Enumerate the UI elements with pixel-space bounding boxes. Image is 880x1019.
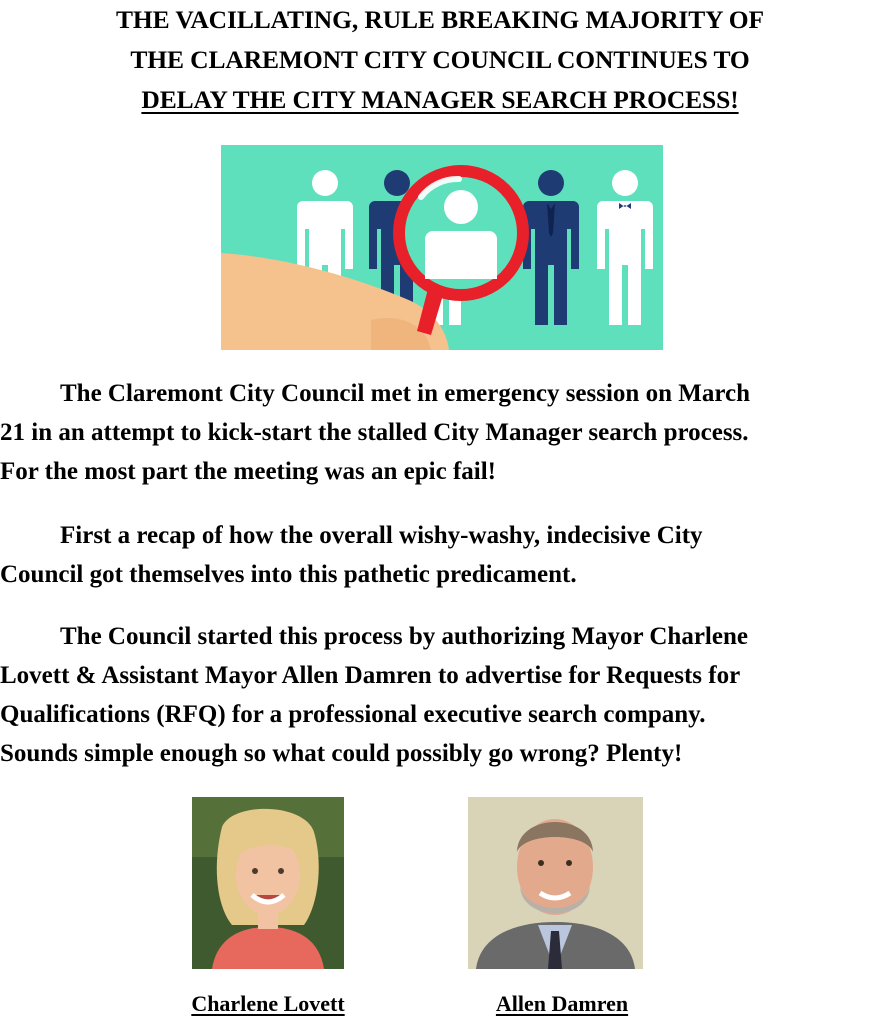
hero-illustration (221, 145, 663, 350)
paragraph-3-line-2: Lovett & Assistant Mayor Allen Damren to advertise for Requests for (0, 662, 741, 689)
headline-line-1: THE VACILLATING, RULE BREAKING MAJORITY OF (115, 5, 765, 34)
paragraph-1 (0, 374, 880, 491)
paragraph-1-line-2: 21 in an attempt to kick-start the stalled City Manager search process. (0, 419, 749, 446)
headline (0, 0, 880, 120)
paragraph-2 (0, 516, 880, 594)
paragraph-3-line-4: Sounds simple enough so what could possibly go wrong? Plenty! (0, 740, 683, 767)
paragraph-3-line-1: The Council started this process by authorizing Mayor Charlene (60, 623, 748, 650)
caption-allen-damren: Allen Damren (495, 991, 629, 1016)
portrait-man-icon (468, 797, 643, 969)
paragraph-2-line-1: First a recap of how the overall wishy-washy, indecisive City (60, 522, 703, 549)
portrait-woman-icon (192, 797, 344, 969)
paragraph-1-line-3: For the most part the meeting was an epic fail! (0, 458, 496, 485)
paragraph-3-line-3: Qualifications (RFQ) for a professional executive search company. (0, 701, 706, 728)
photo-allen-damren (468, 797, 643, 969)
headline-line-3: DELAY THE CITY MANAGER SEARCH PROCESS! (141, 85, 739, 114)
magnifying-glass-candidates-icon (221, 145, 663, 350)
paragraph-3 (0, 617, 880, 773)
caption-charlene-lovett: Charlene Lovett (191, 991, 345, 1016)
photo-charlene-lovett (192, 797, 344, 969)
headline-line-2: THE CLAREMONT CITY COUNCIL CONTINUES TO (130, 45, 750, 74)
paragraph-1-line-1: The Claremont City Council met in emergency session on March (60, 380, 750, 407)
paragraph-2-line-2: Council got themselves into this pathetic predicament. (0, 561, 577, 588)
